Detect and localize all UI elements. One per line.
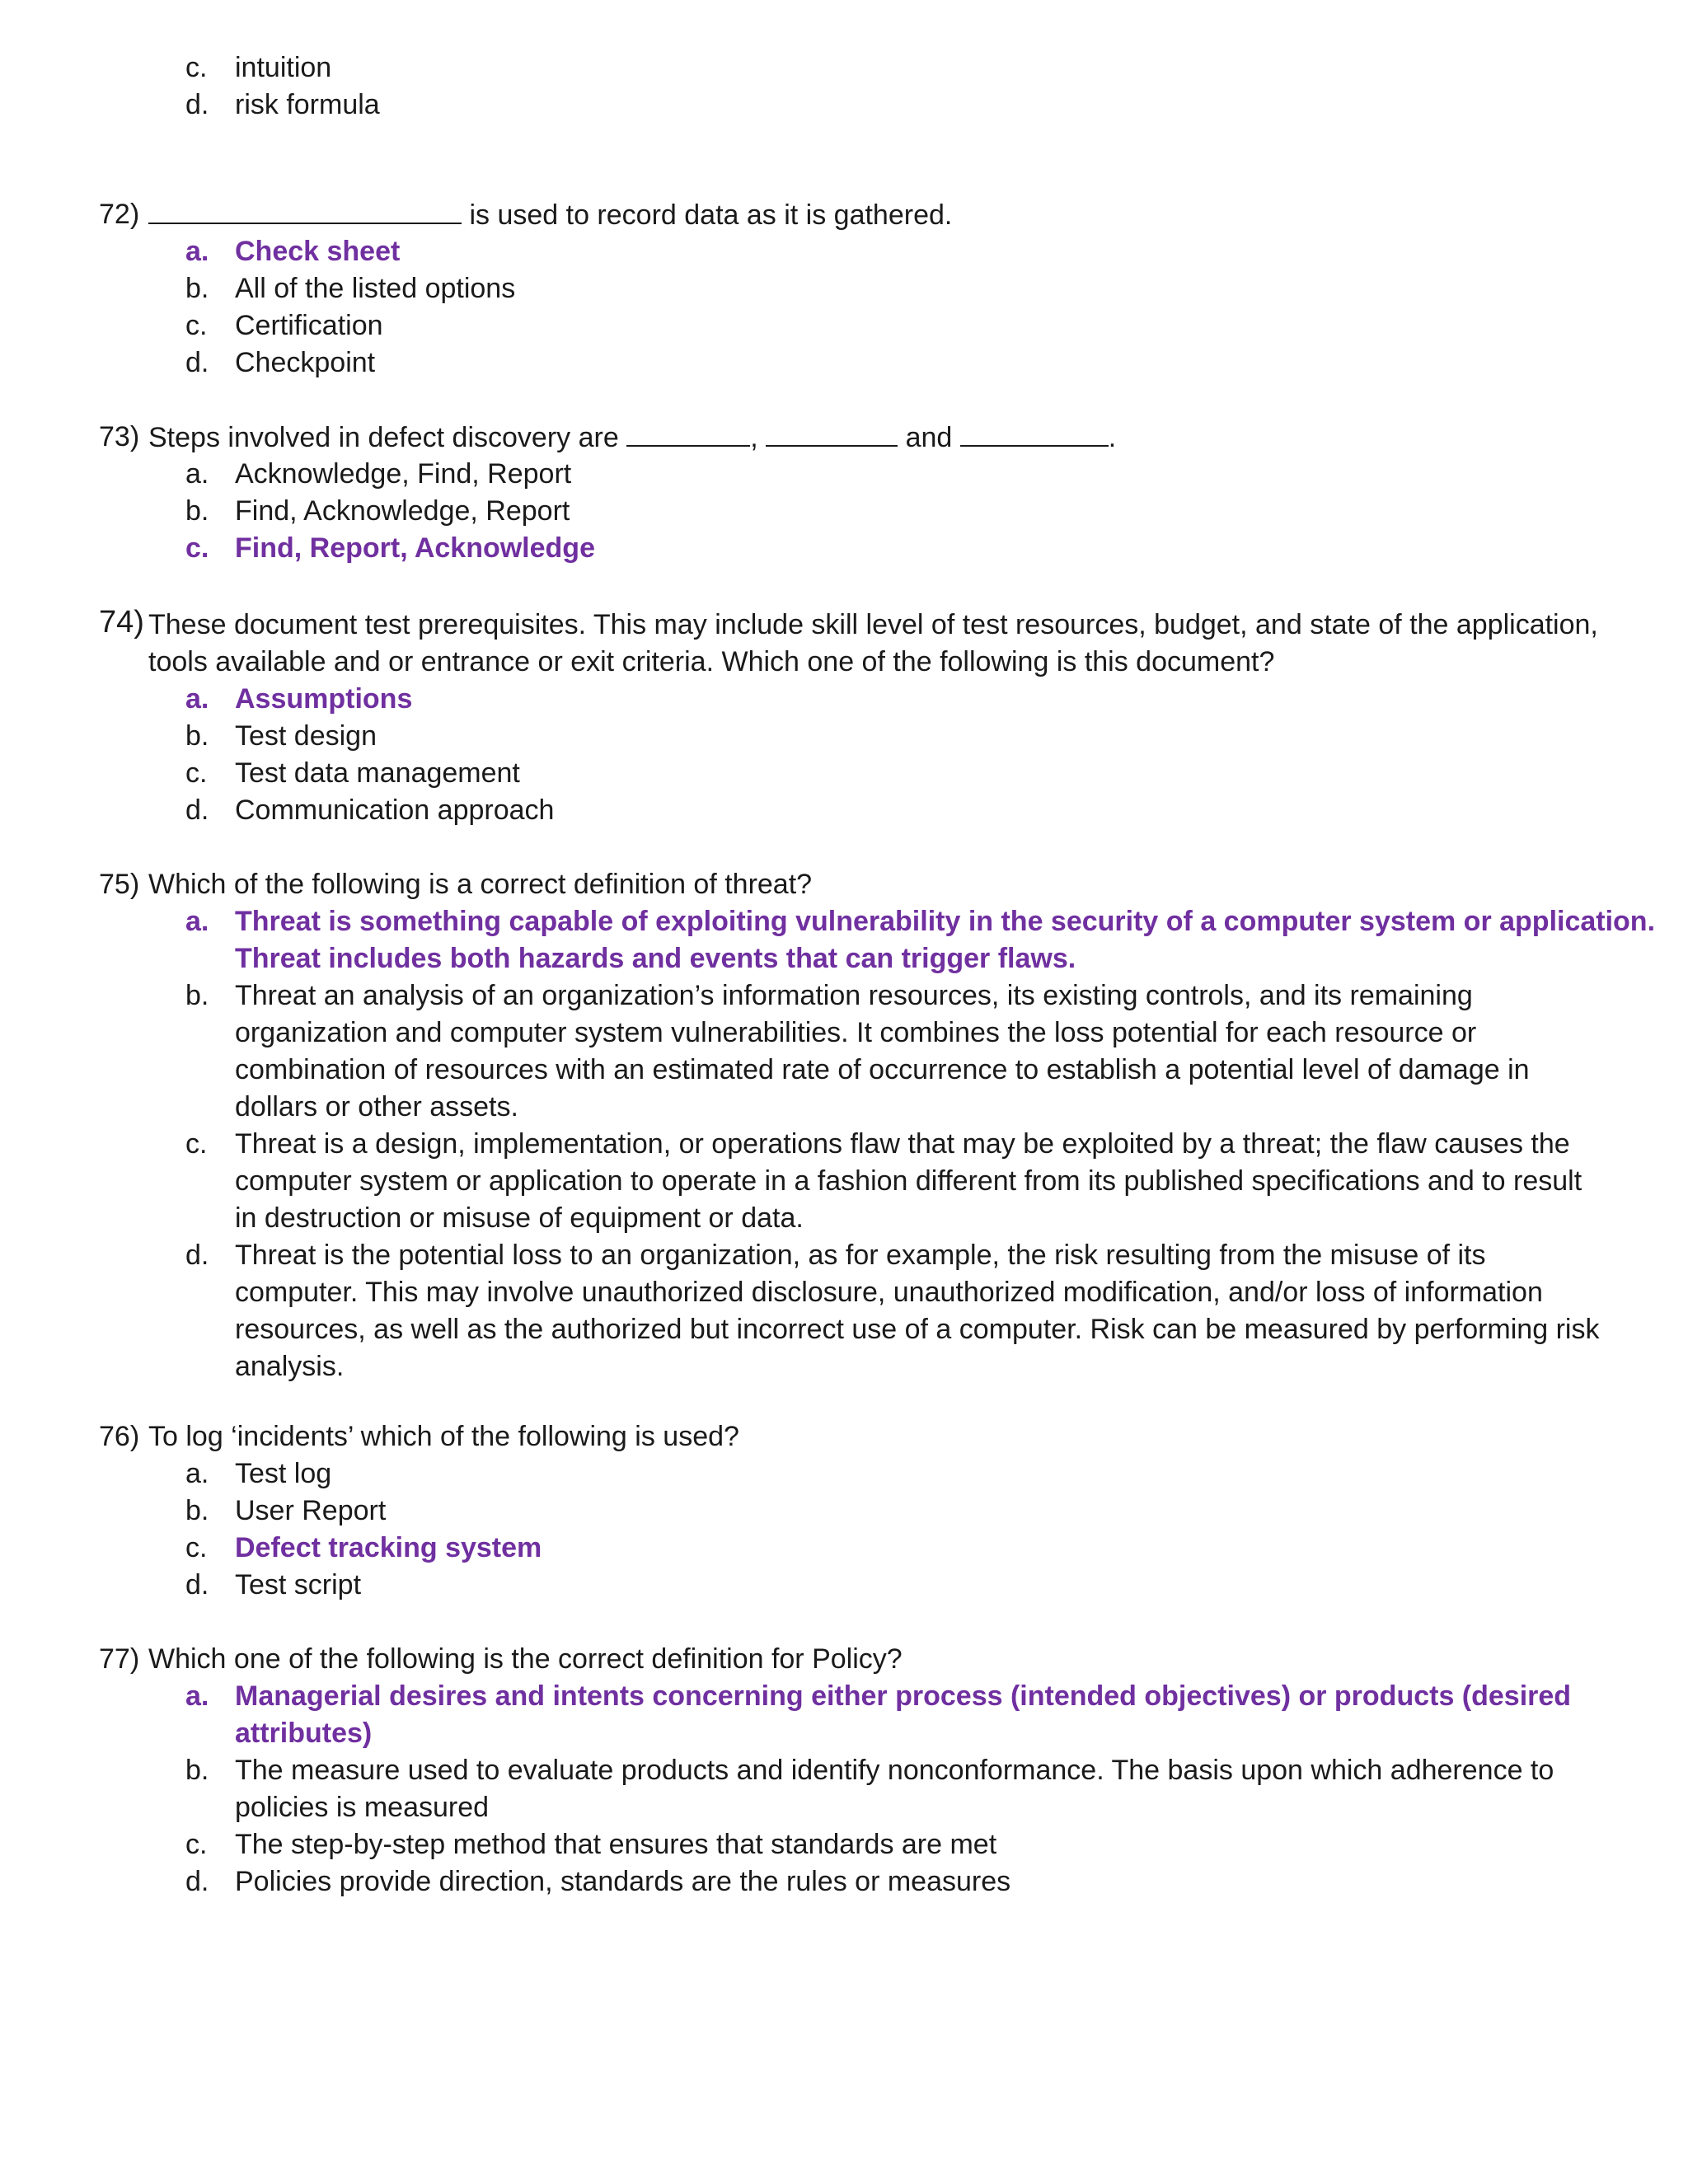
question-text-line: tools available and or entrance or exit criteria. Which one of the following is this document? <box>148 646 1275 677</box>
option-letter-correct: c. <box>185 532 209 564</box>
option-letter-correct: a. <box>185 236 209 267</box>
option-text: risk formula <box>235 89 380 120</box>
option-letter: c. <box>185 52 208 83</box>
correct-option-line: attributes) <box>235 1718 373 1749</box>
option-letter: d. <box>185 1866 209 1897</box>
option-text-line: combination of resources with an estimated rate of occurrence to establish a potential level of damage in <box>235 1054 1530 1085</box>
option-text: All of the listed options <box>235 273 516 304</box>
option-letter: b. <box>185 720 209 752</box>
question-text <box>148 196 952 234</box>
fill-blank <box>766 419 898 447</box>
option-text-line: analysis. <box>235 1351 345 1382</box>
option-letter: d. <box>185 1240 209 1271</box>
option-letter: b. <box>185 1495 209 1526</box>
correct-option: Assumptions <box>235 683 413 715</box>
option-letter: c. <box>185 310 208 341</box>
question-number: 75) <box>99 869 140 900</box>
option-letter: d. <box>185 1569 209 1601</box>
option-letter: d. <box>185 347 209 378</box>
option-text: Test script <box>235 1569 362 1601</box>
option-text: Test data management <box>235 757 520 789</box>
option-text: intuition <box>235 52 332 83</box>
option-text-line: in destruction or misuse of equipment or data. <box>235 1202 804 1234</box>
option-text: User Report <box>235 1495 387 1526</box>
option-text-line: policies is measured <box>235 1792 490 1823</box>
option-text-line: organization and computer system vulnerabilities. It combines the loss potential for each resource or <box>235 1017 1477 1048</box>
option-text: Communication approach <box>235 794 555 826</box>
correct-option: Defect tracking system <box>235 1532 542 1563</box>
option-text: Test log <box>235 1458 332 1489</box>
option-letter: c. <box>185 757 208 789</box>
option-letter: c. <box>185 1532 208 1563</box>
option-letter: c. <box>185 1128 208 1160</box>
option-letter-correct: a. <box>185 683 209 715</box>
fill-blank <box>148 196 462 224</box>
correct-option: Find, Report, Acknowledge <box>235 532 595 564</box>
option-text-line: Threat is a design, implementation, or operations flaw that may be exploited by a threat; the flaw causes the <box>235 1128 1570 1160</box>
question-text: To log ‘incidents’ which of the following is used? <box>148 1421 739 1452</box>
option-text-line: Threat an analysis of an organization’s information resources, its existing controls, and its remaining <box>235 980 1473 1011</box>
option-letter: d. <box>185 794 209 826</box>
option-text: The step-by-step method that ensures that standards are met <box>235 1829 997 1860</box>
question-text <box>148 419 1116 457</box>
correct-option-line: Threat includes both hazards and events that can trigger flaws. <box>235 943 1076 974</box>
option-text-line: computer system or application to operate in a fashion different from its published specifications and to result <box>235 1165 1582 1197</box>
fill-blank <box>626 419 750 447</box>
correct-option-line: Managerial desires and intents concerning either process (intended objectives) or products (desired <box>235 1680 1572 1712</box>
question-text: Which of the following is a correct definition of threat? <box>148 869 813 900</box>
question-text-line: These document test prerequisites. This may include skill level of test resources, budget, and state of the application, <box>148 609 1598 640</box>
option-text: Find, Acknowledge, Report <box>235 495 570 527</box>
option-text: Certification <box>235 310 383 341</box>
correct-option-line: Threat is something capable of exploiting vulnerability in the security of a computer system or application. <box>235 906 1656 937</box>
option-letter: b. <box>185 495 209 527</box>
option-letter: b. <box>185 273 209 304</box>
option-letter: a. <box>185 1458 209 1489</box>
question-number: 77) <box>99 1643 140 1675</box>
question-stem: Steps involved in defect discovery are <box>148 422 619 453</box>
period: . <box>1108 422 1117 453</box>
option-letter-correct: a. <box>185 906 209 937</box>
correct-option: Check sheet <box>235 236 401 267</box>
question-number: 76) <box>99 1421 140 1452</box>
question-number: 72) <box>99 199 140 230</box>
option-text-line: Threat is the potential loss to an organization, as for example, the risk resulting from the misuse of its <box>235 1240 1486 1271</box>
option-text-line: resources, as well as the authorized but incorrect use of a computer. Risk can be measured by performing risk <box>235 1314 1600 1345</box>
option-letter: b. <box>185 1755 209 1786</box>
option-text: Test design <box>235 720 377 752</box>
question-number: 74) <box>99 605 144 640</box>
option-letter: d. <box>185 89 209 120</box>
option-text-line: dollars or other assets. <box>235 1091 518 1122</box>
comma: , <box>750 422 758 453</box>
question-text: Which one of the following is the correct definition for Policy? <box>148 1643 903 1675</box>
option-text: Checkpoint <box>235 347 376 378</box>
question-number: 73) <box>99 421 140 452</box>
option-text-line: The measure used to evaluate products and identify nonconformance. The basis upon which adherence to <box>235 1755 1554 1786</box>
and-word: and <box>905 422 953 453</box>
option-text: Policies provide direction, standards are the rules or measures <box>235 1866 1011 1897</box>
option-letter-correct: a. <box>185 1680 209 1712</box>
option-letter: c. <box>185 1829 208 1860</box>
option-text: Acknowledge, Find, Report <box>235 458 572 490</box>
fill-blank <box>960 419 1109 447</box>
option-text-line: computer. This may involve unauthorized disclosure, unauthorized modification, and/or loss of information <box>235 1277 1543 1308</box>
option-letter: b. <box>185 980 209 1011</box>
question-stem: is used to record data as it is gathered. <box>469 199 953 231</box>
option-letter: a. <box>185 458 209 490</box>
